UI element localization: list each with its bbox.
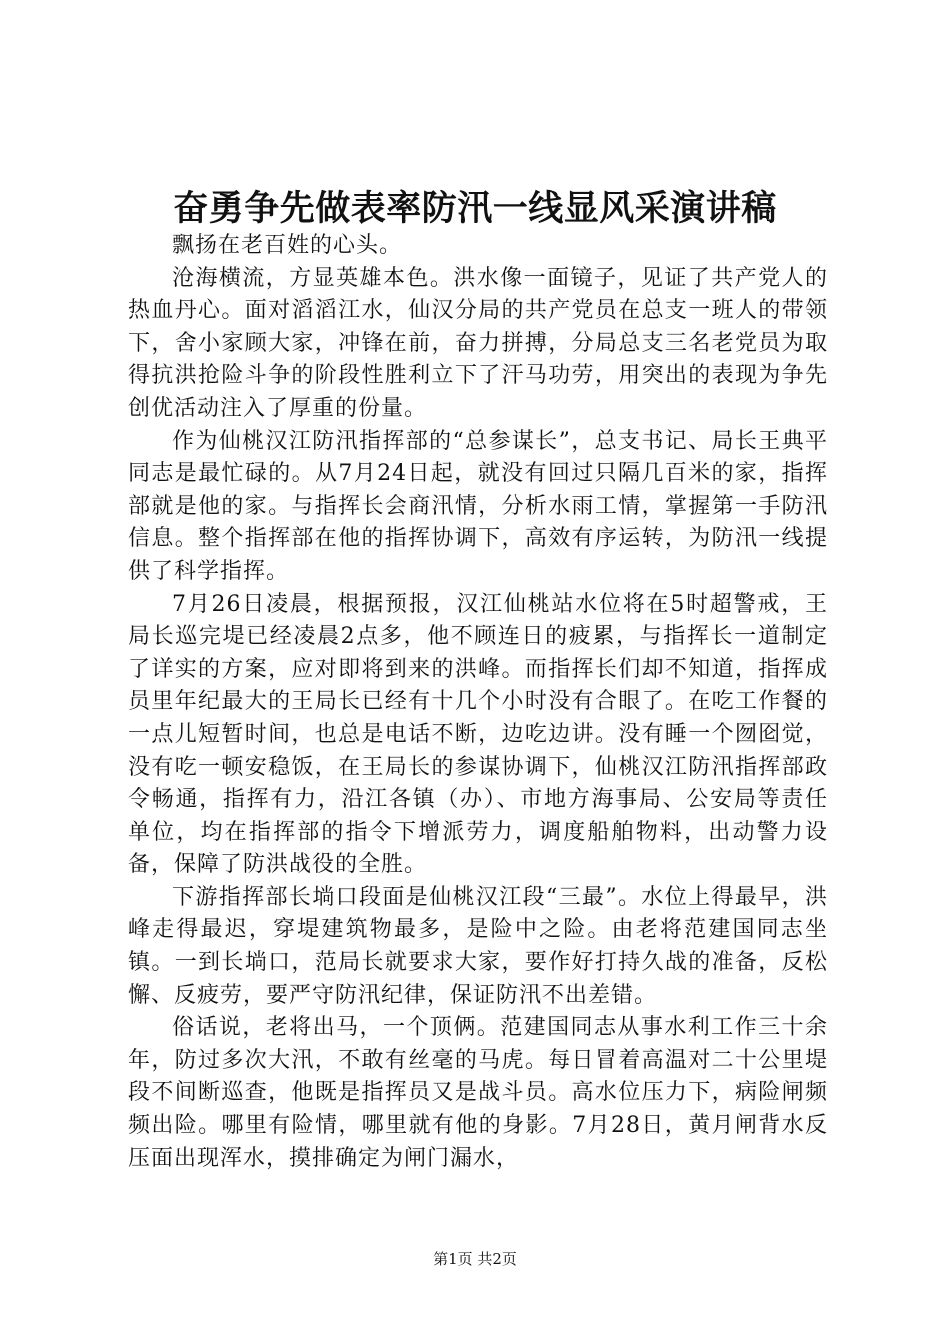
page-footer: 第1页 共2页 xyxy=(433,1250,517,1268)
paragraph: 俗话说，老将出马，一个顶俩。范建国同志从事水利工作三十余年，防过多次大汛，不敢有丝毫的马虎。每日冒着高温对二十公里堤段不间断巡查，他既是指挥员又是战斗员。高水位压力下，病险闸频频出险。哪里有险情，哪里就有他的身影。7月28日，黄月闸背水反压面出现浑水，摸排确定为闸门漏水， xyxy=(128,1015,828,1171)
paragraph: 下游指挥部长埫口段面是仙桃汉江段“三最”。水位上得最早，洪峰走得最迟，穿堤建筑物最多，是险中之险。由老将范建国同志坐镇。一到长埫口，范局长就要求大家，要作好打持久战的准备，反松懈、反疲劳，要严守防汛纪律，保证防汛不出差错。 xyxy=(128,884,828,1008)
paragraph: 沧海横流，方显英雄本色。洪水像一面镜子，见证了共产党人的热血丹心。面对滔滔江水，仙汉分局的共产党员在总支一班人的带领下，舍小家顾大家，冲锋在前，奋力拼搏，分局总支三名老党员为取得抗洪抢险斗争的阶段性胜利立下了汗马功劳，用突出的表现为争先创优活动注入了厚重的份量。 xyxy=(128,265,828,421)
paragraph: 飘扬在老百姓的心头。 xyxy=(172,233,403,258)
document-title: 奋勇争先做表率防汛一线显风采演讲稿 xyxy=(173,188,777,229)
document-body xyxy=(128,230,828,1175)
paragraph: 7月26日凌晨，根据预报，汉江仙桃站水位将在5时超警戒，王局长巡完堤已经凌晨2点多，他不顾连日的疲累，与指挥长一道制定了详实的方案，应对即将到来的洪峰。而指挥长们却不知道，指挥成员里年纪最大的王局长已经有十几个小时没有合眼了。在吃工作餐的一点儿短暂时间，也总是电话不断，边吃边讲。没有睡一个囫囵觉，没有吃一顿安稳饭，在王局长的参谋协调下，仙桃汉江防汛指挥部政令畅通，指挥有力，沿江各镇（办）、市地方海事局、公安局等责任单位，均在指挥部的指令下增派劳力，调度船舶物料，出动警力设备，保障了防洪战役的全胜。 xyxy=(128,591,828,878)
paragraph: 作为仙桃汉江防汛指挥部的“总参谋长”，总支书记、局长王典平同志是最忙碌的。从7月24日起，就没有回过只隔几百米的家，指挥部就是他的家。与指挥长会商汛情，分析水雨工情，掌握第一手防汛信息。整个指挥部在他的指挥协调下，高效有序运转，为防汛一线提供了科学指挥。 xyxy=(128,428,828,584)
